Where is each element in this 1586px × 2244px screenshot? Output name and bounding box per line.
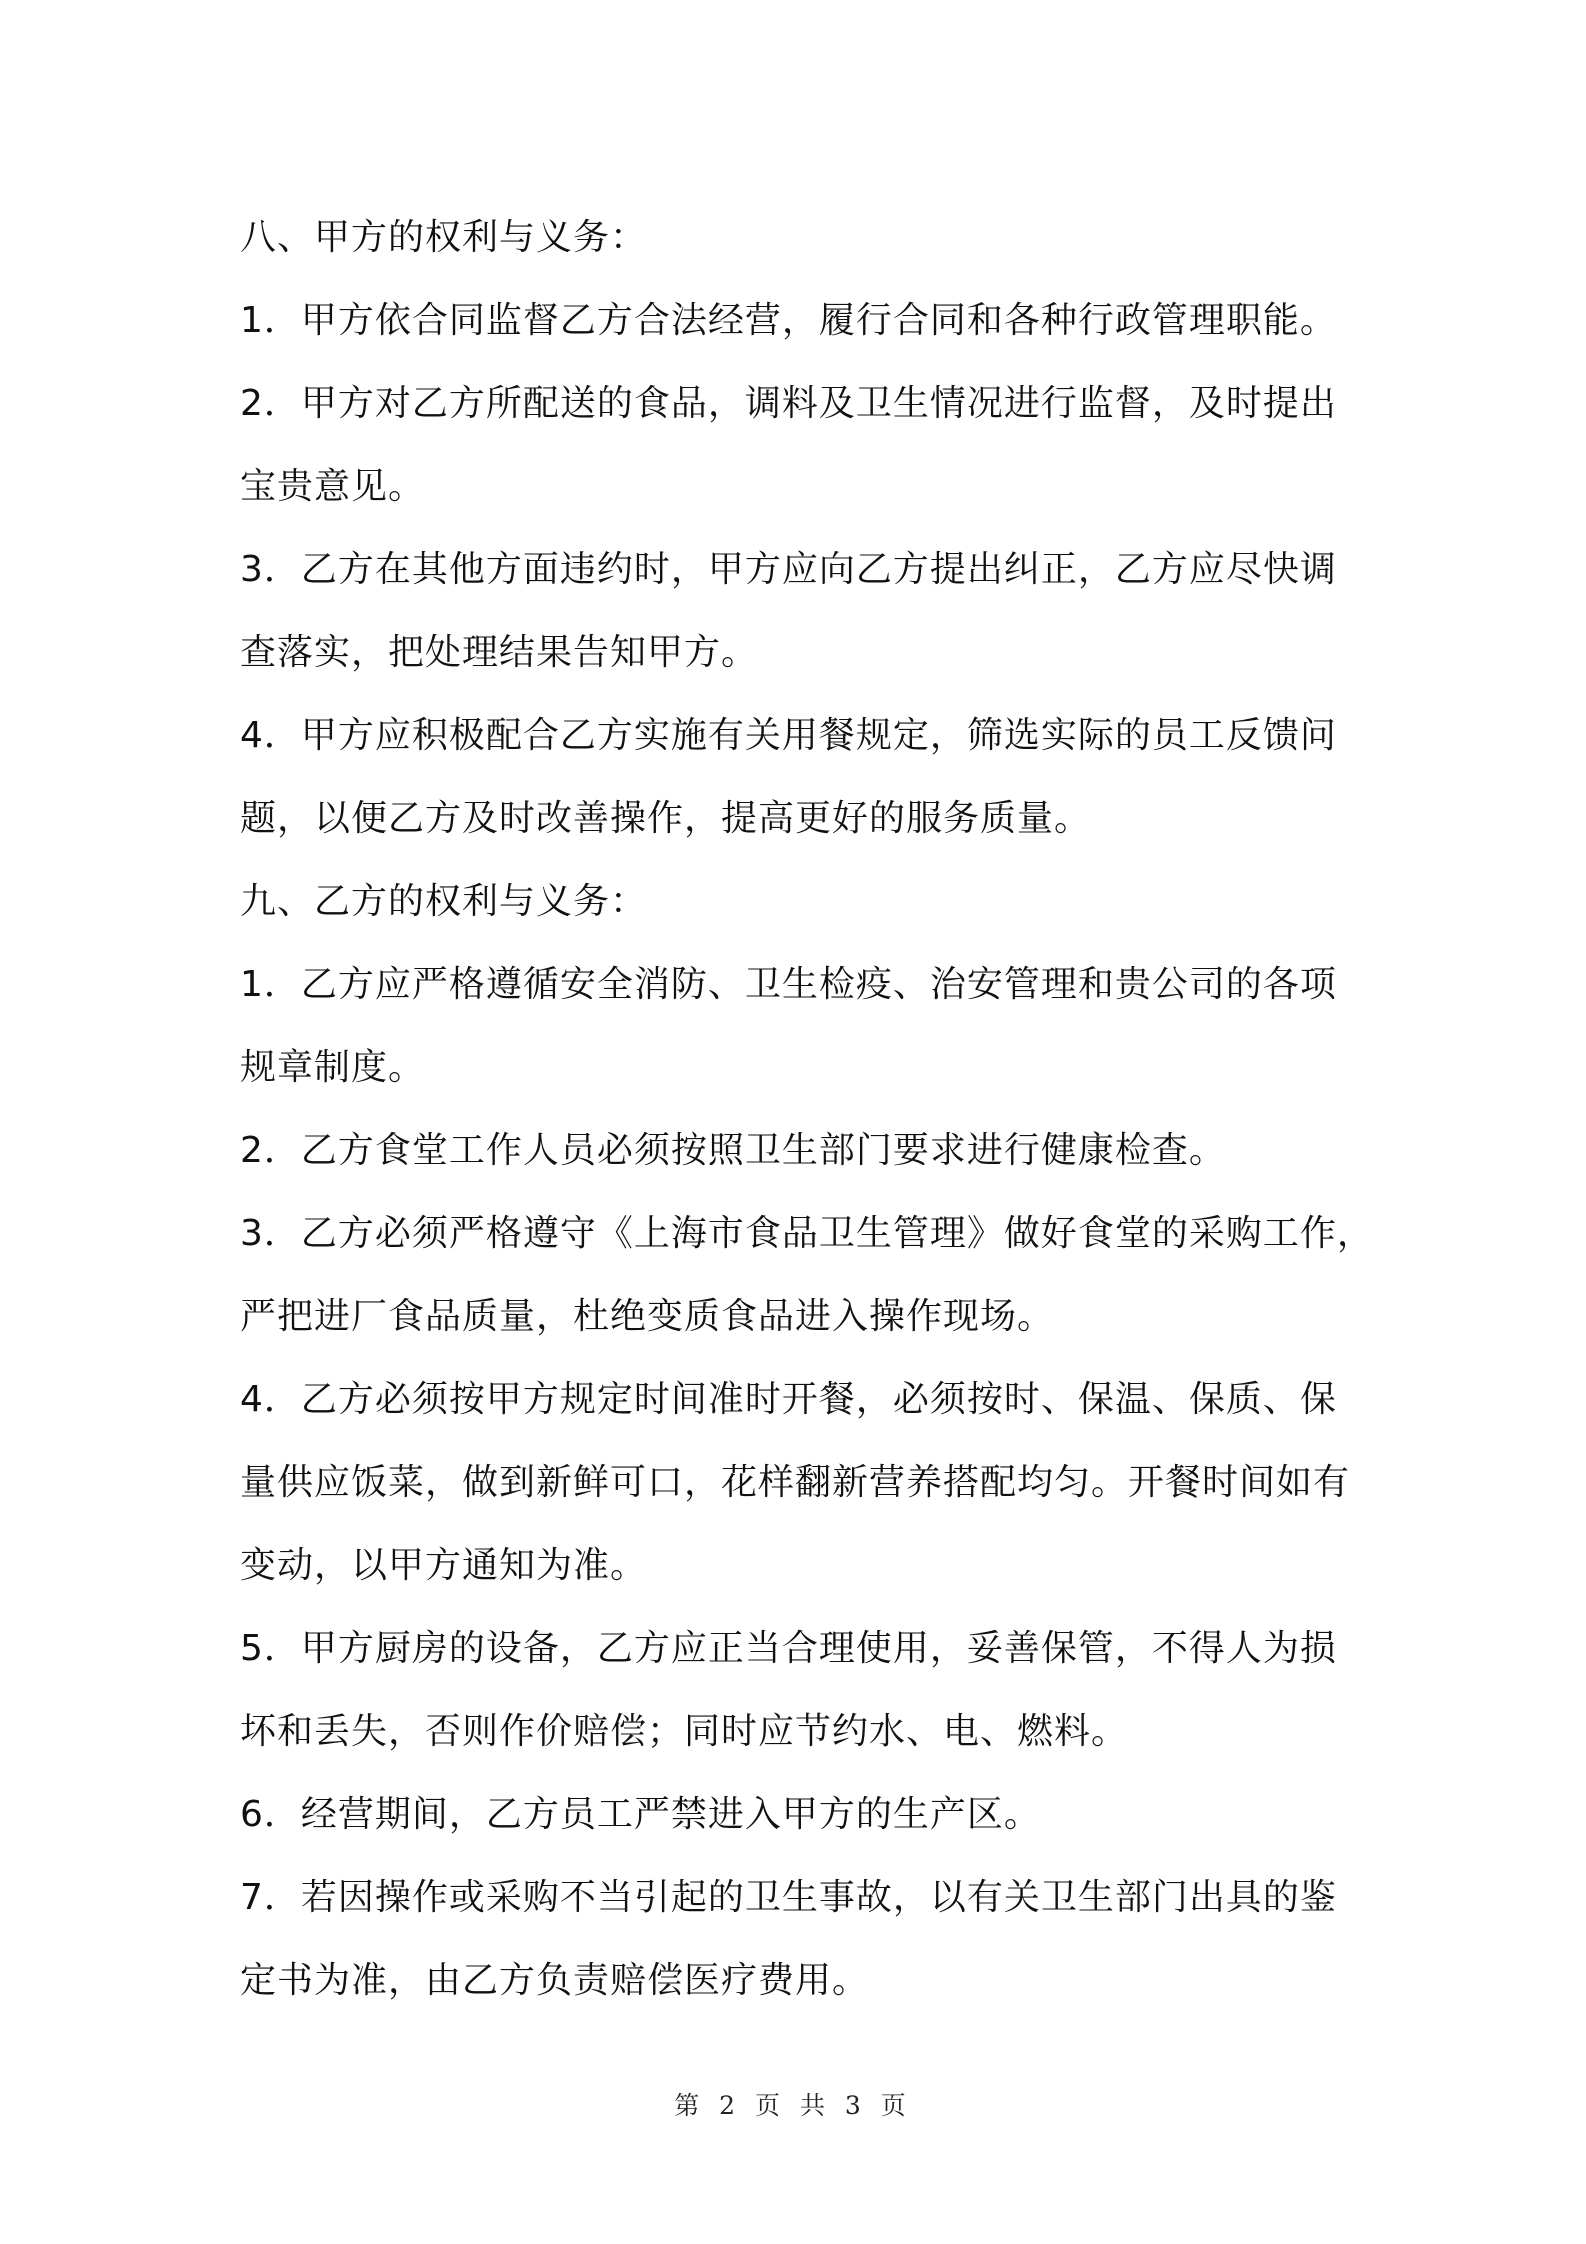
page-number-footer: 第 2 页 共 3 页	[674, 2091, 912, 2120]
section-heading-9: 九、乙方的权利与义务：	[240, 881, 648, 922]
paragraph-line: 查落实，把处理结果告知甲方。	[240, 632, 759, 673]
paragraph-line: 规章制度。	[240, 1047, 426, 1088]
section-heading-8: 八、甲方的权利与义务：	[240, 217, 648, 258]
paragraph-line: 题，以便乙方及时改善操作，提高更好的服务质量。	[240, 798, 1092, 839]
paragraph-line: 坏和丢失，否则作价赔偿；同时应节约水、电、燃料。	[240, 1711, 1129, 1752]
paragraph-line: 1．甲方依合同监督乙方合法经营，履行合同和各种行政管理职能。	[240, 300, 1337, 341]
paragraph-line: 宝贵意见。	[240, 466, 426, 507]
paragraph-line: 4．乙方必须按甲方规定时间准时开餐，必须按时、保温、保质、保	[240, 1379, 1337, 1420]
paragraph-line: 3．乙方必须严格遵守《上海市食品卫生管理》做好食堂的采购工作，	[240, 1213, 1374, 1254]
paragraph-line: 1．乙方应严格遵循安全消防、卫生检疫、治安管理和贵公司的各项	[240, 964, 1337, 1005]
paragraph-line: 6．经营期间，乙方员工严禁进入甲方的生产区。	[240, 1794, 1041, 1835]
paragraph-line: 严把进厂食品质量，杜绝变质食品进入操作现场。	[240, 1296, 1055, 1337]
document-body	[240, 196, 1374, 2022]
paragraph-line: 定书为准，由乙方负责赔偿医疗费用。	[240, 1960, 870, 2001]
paragraph-line: 5．甲方厨房的设备，乙方应正当合理使用，妥善保管，不得人为损	[240, 1628, 1337, 1669]
paragraph-line: 变动，以甲方通知为准。	[240, 1545, 648, 1586]
paragraph-line: 量供应饭菜，做到新鲜可口，花样翻新营养搭配均匀。开餐时间如有	[240, 1462, 1351, 1503]
paragraph-line: 4．甲方应积极配合乙方实施有关用餐规定，筛选实际的员工反馈问	[240, 715, 1337, 756]
paragraph-line: 2．甲方对乙方所配送的食品，调料及卫生情况进行监督，及时提出	[240, 383, 1337, 424]
paragraph-line: 3．乙方在其他方面违约时，甲方应向乙方提出纠正，乙方应尽快调	[240, 549, 1337, 590]
paragraph-line: 7．若因操作或采购不当引起的卫生事故，以有关卫生部门出具的鉴	[240, 1877, 1337, 1918]
paragraph-line: 2．乙方食堂工作人员必须按照卫生部门要求进行健康检查。	[240, 1130, 1226, 1171]
